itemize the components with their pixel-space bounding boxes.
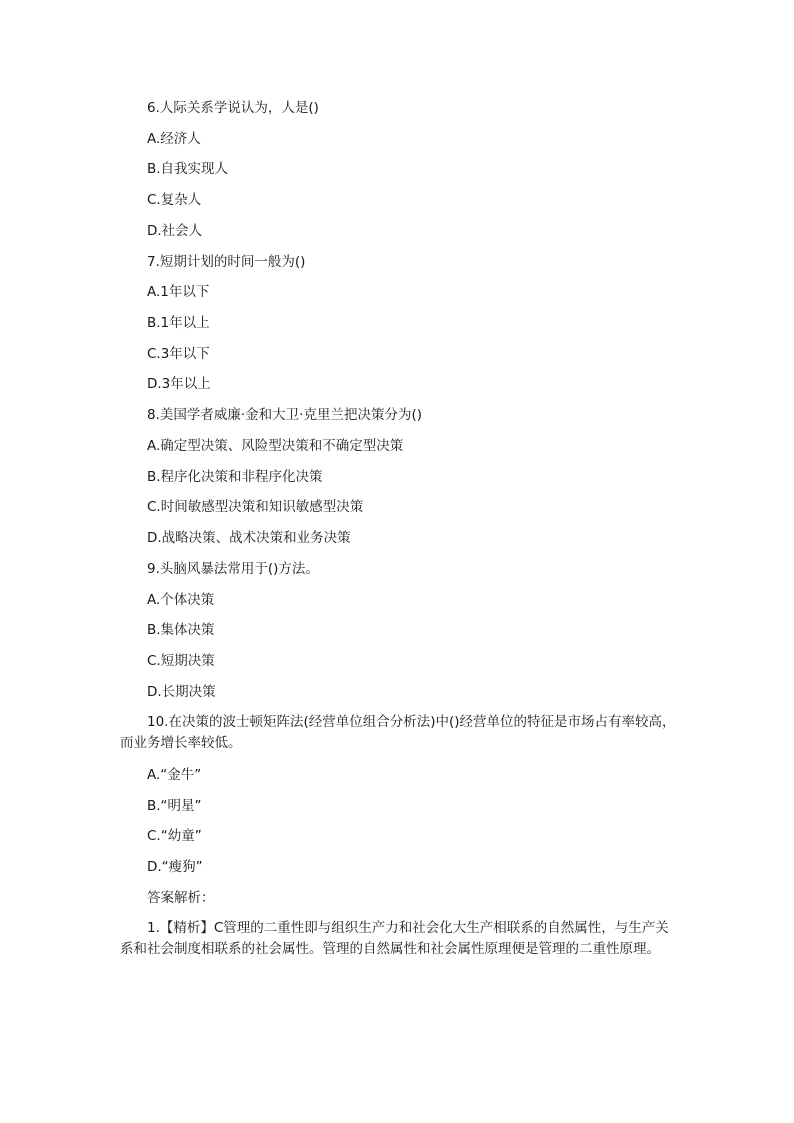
- question-10-stem: 10.在决策的波士顿矩阵法(经营单位组合分析法)中()经营单位的特征是市场占有率较高，而业务增长率较低。: [120, 714, 676, 751]
- question-8-stem: 8.美国学者威廉·金和大卫·克里兰把决策分为(): [147, 407, 422, 423]
- answer-1-explanation: 1.【精析】C管理的二重性即与组织生产力和社会化大生产相联系的自然属性，与生产关系和社会制度相联系的社会属性。管理的自然属性和社会属性原理便是管理的二重性原理。: [120, 920, 669, 957]
- question-10-option-b: B.“明星”: [147, 798, 202, 814]
- question-6-option-c: C.复杂人: [147, 192, 202, 208]
- question-6-option-b: B.自我实现人: [147, 161, 229, 177]
- question-8-option-b: B.程序化决策和非程序化决策: [147, 469, 323, 485]
- question-9-stem: 9.头脑风暴法常用于()方法。: [147, 561, 319, 577]
- question-9-option-c: C.短期决策: [147, 653, 215, 669]
- question-8-option-a: A.确定型决策、风险型决策和不确定型决策: [147, 438, 404, 454]
- question-10-option-a: A.“金牛”: [147, 767, 202, 783]
- question-9-option-a: A.个体决策: [147, 592, 215, 608]
- question-7-option-b: B.1年以上: [147, 315, 210, 331]
- question-7-stem: 7.短期计划的时间一般为(): [147, 254, 306, 270]
- question-7-option-d: D.3年以上: [147, 376, 211, 392]
- question-7-option-c: C.3年以下: [147, 346, 210, 362]
- question-8-option-d: D.战略决策、战术决策和业务决策: [147, 530, 351, 546]
- question-8-option-c: C.时间敏感型决策和知识敏感型决策: [147, 499, 364, 515]
- answer-heading: 答案解析：: [147, 890, 215, 906]
- question-6-option-a: A.经济人: [147, 131, 201, 147]
- question-7-option-a: A.1年以下: [147, 284, 210, 300]
- question-6-stem: 6.人际关系学说认为，人是(): [147, 100, 319, 116]
- question-10-option-d: D.“瘦狗”: [147, 859, 203, 875]
- question-6-option-d: D.社会人: [147, 223, 203, 239]
- question-9-option-d: D.长期决策: [147, 684, 216, 700]
- question-10-option-c: C.“幼童”: [147, 828, 202, 844]
- question-9-option-b: B.集体决策: [147, 622, 215, 638]
